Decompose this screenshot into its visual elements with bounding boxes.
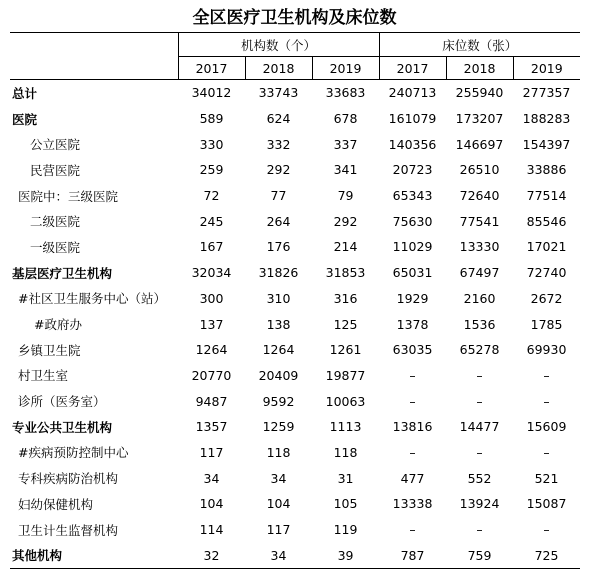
year-header: 2019 xyxy=(513,57,580,80)
row-label: 二级医院 xyxy=(30,214,81,230)
row-label: #疾病预防控制中心 xyxy=(18,445,129,461)
row-label: 卫生计生监督机构 xyxy=(18,522,119,538)
bed-count-cell: – xyxy=(476,444,483,460)
bed-count-cell: 69930 xyxy=(526,342,567,358)
institution-count-cell: 34 xyxy=(270,547,287,563)
institution-count-cell: 31 xyxy=(337,470,354,486)
institution-count-cell: 33743 xyxy=(258,85,299,101)
institution-count-cell: 1357 xyxy=(195,419,228,435)
institution-count-cell: 114 xyxy=(199,522,224,538)
institution-count-cell: 79 xyxy=(337,188,354,204)
institution-count-cell: 118 xyxy=(333,444,358,460)
institution-count-cell: 31826 xyxy=(258,265,299,281)
table-row xyxy=(10,465,580,491)
bed-count-cell: – xyxy=(409,367,416,383)
bed-count-cell: 1378 xyxy=(396,316,429,332)
institution-count-cell: 624 xyxy=(266,111,291,127)
bed-count-cell: 1785 xyxy=(530,316,563,332)
institution-count-cell: 167 xyxy=(199,239,224,255)
bed-count-cell: – xyxy=(409,522,416,538)
institution-count-cell: 104 xyxy=(199,496,224,512)
bed-count-cell: 65343 xyxy=(392,188,433,204)
institution-count-cell: 125 xyxy=(333,316,358,332)
bed-count-cell: 521 xyxy=(534,470,559,486)
bed-count-cell: – xyxy=(476,367,483,383)
bed-count-cell: 2160 xyxy=(463,290,496,306)
row-label: 基层医疗卫生机构 xyxy=(12,265,113,281)
institution-count-cell: 310 xyxy=(266,290,291,306)
bed-count-cell: 173207 xyxy=(455,111,504,127)
institution-count-cell: 137 xyxy=(199,316,224,332)
row-label: 医院中：三级医院 xyxy=(18,188,119,204)
table-row xyxy=(10,517,580,543)
bed-count-cell: 63035 xyxy=(392,342,433,358)
bed-count-cell: – xyxy=(409,444,416,460)
bed-count-cell: 477 xyxy=(400,470,425,486)
table-row xyxy=(10,414,580,440)
institution-count-cell: 19877 xyxy=(325,367,366,383)
institution-count-cell: 300 xyxy=(199,290,224,306)
institution-count-cell: 104 xyxy=(266,496,291,512)
year-header: 2018 xyxy=(446,57,513,80)
bed-count-cell: 77514 xyxy=(526,188,567,204)
bed-count-cell: – xyxy=(476,393,483,409)
institution-count-cell: 245 xyxy=(199,213,224,229)
row-label: 诊所（医务室） xyxy=(18,394,106,410)
table-row xyxy=(10,208,580,234)
bed-count-cell: 13816 xyxy=(392,419,433,435)
table-row xyxy=(10,311,580,337)
institution-count-cell: 176 xyxy=(266,239,291,255)
row-label: 乡镇卫生院 xyxy=(18,342,81,358)
institution-count-cell: 1113 xyxy=(329,419,362,435)
row-label: #社区卫生服务中心（站） xyxy=(18,291,166,307)
institution-count-cell: 332 xyxy=(266,136,291,152)
institution-count-cell: 9487 xyxy=(195,393,228,409)
institution-count-cell: 34 xyxy=(203,470,220,486)
institutions-group-header: 机构数（个） xyxy=(178,33,379,57)
table-row xyxy=(10,234,580,260)
bed-count-cell: 33886 xyxy=(526,162,567,178)
table-row xyxy=(10,183,580,209)
bed-count-cell: 188283 xyxy=(522,111,571,127)
bed-count-cell: – xyxy=(409,393,416,409)
institution-count-cell: 292 xyxy=(266,162,291,178)
institution-count-cell: 32034 xyxy=(191,265,232,281)
year-header: 2017 xyxy=(379,57,446,80)
bed-count-cell: 277357 xyxy=(522,85,571,101)
bed-count-cell: 67497 xyxy=(459,265,500,281)
institution-count-cell: 138 xyxy=(266,316,291,332)
institution-count-cell: 1259 xyxy=(262,419,295,435)
table-row xyxy=(10,260,580,286)
bed-count-cell: 725 xyxy=(534,547,559,563)
row-label: #政府办 xyxy=(34,317,82,333)
table-row xyxy=(10,363,580,389)
bed-count-cell: 15087 xyxy=(526,496,567,512)
row-header-corner xyxy=(10,33,178,80)
institution-count-cell: 678 xyxy=(333,111,358,127)
table-title: 全区医疗卫生机构及床位数 xyxy=(192,8,397,28)
institution-count-cell: 117 xyxy=(266,522,291,538)
institution-count-cell: 34 xyxy=(270,470,287,486)
institution-count-cell: 105 xyxy=(333,496,358,512)
year-header: 2019 xyxy=(312,57,379,80)
beds-group-header: 床位数（张） xyxy=(379,33,580,57)
institution-count-cell: 117 xyxy=(199,444,224,460)
bed-count-cell: 255940 xyxy=(455,85,504,101)
bed-count-cell: 13330 xyxy=(459,239,500,255)
table-row xyxy=(10,491,580,517)
bed-count-cell: 11029 xyxy=(392,239,433,255)
institution-count-cell: 72 xyxy=(203,188,220,204)
bed-count-cell: – xyxy=(476,522,483,538)
bed-count-cell: 1536 xyxy=(463,316,496,332)
bed-count-cell: 85546 xyxy=(526,213,567,229)
institution-count-cell: 259 xyxy=(199,162,224,178)
row-label: 村卫生室 xyxy=(18,368,69,384)
institution-count-cell: 1264 xyxy=(262,342,295,358)
bed-count-cell: 140356 xyxy=(388,136,437,152)
row-label: 总计 xyxy=(12,85,38,101)
bed-count-cell: 161079 xyxy=(388,111,437,127)
row-label: 民营医院 xyxy=(30,162,81,178)
year-header: 2017 xyxy=(178,57,245,80)
institution-count-cell: 341 xyxy=(333,162,358,178)
institution-count-cell: 330 xyxy=(199,136,224,152)
institution-count-cell: 264 xyxy=(266,213,291,229)
table-row xyxy=(10,440,580,466)
table-row xyxy=(10,542,580,568)
bed-count-cell: 65031 xyxy=(392,265,433,281)
bed-count-cell: 13338 xyxy=(392,496,433,512)
table-row xyxy=(10,388,580,414)
bed-count-cell: 72740 xyxy=(526,265,567,281)
bed-count-cell: 13924 xyxy=(459,496,500,512)
table-body xyxy=(10,80,580,569)
bed-count-cell: 14477 xyxy=(459,419,500,435)
institution-count-cell: 118 xyxy=(266,444,291,460)
bed-count-cell: 75630 xyxy=(392,213,433,229)
bed-count-cell: 15609 xyxy=(526,419,567,435)
table-row xyxy=(10,286,580,312)
row-label: 一级医院 xyxy=(30,239,81,255)
institution-count-cell: 20770 xyxy=(191,367,232,383)
row-label: 医院 xyxy=(12,111,38,127)
row-label: 公立医院 xyxy=(30,137,81,153)
table-row xyxy=(10,157,580,183)
table-row xyxy=(10,106,580,132)
bed-count-cell: 1929 xyxy=(396,290,429,306)
bed-count-cell: 17021 xyxy=(526,239,567,255)
institution-count-cell: 292 xyxy=(333,213,358,229)
bed-count-cell: – xyxy=(543,367,550,383)
bed-count-cell: 787 xyxy=(400,547,425,563)
bed-count-cell: 72640 xyxy=(459,188,500,204)
bed-count-cell: 77541 xyxy=(459,213,500,229)
row-label: 妇幼保健机构 xyxy=(18,496,94,512)
table-row xyxy=(10,80,580,106)
institution-count-cell: 1261 xyxy=(329,342,362,358)
institution-count-cell: 9592 xyxy=(262,393,295,409)
institution-count-cell: 20409 xyxy=(258,367,299,383)
bed-count-cell: – xyxy=(543,444,550,460)
bed-count-cell: – xyxy=(543,522,550,538)
institution-count-cell: 31853 xyxy=(325,265,366,281)
bed-count-cell: 759 xyxy=(467,547,492,563)
institution-count-cell: 589 xyxy=(199,111,224,127)
bed-count-cell: 154397 xyxy=(522,136,571,152)
bed-count-cell: 65278 xyxy=(459,342,500,358)
institution-count-cell: 33683 xyxy=(325,85,366,101)
table-row xyxy=(10,337,580,363)
institution-count-cell: 1264 xyxy=(195,342,228,358)
row-label: 其他机构 xyxy=(12,548,63,564)
row-label: 专科疾病防治机构 xyxy=(18,471,119,487)
bed-count-cell: 2672 xyxy=(530,290,563,306)
bed-count-cell: 240713 xyxy=(388,85,437,101)
row-label: 专业公共卫生机构 xyxy=(12,419,113,435)
bed-count-cell: 26510 xyxy=(459,162,500,178)
statistics-table xyxy=(10,32,580,569)
institution-count-cell: 214 xyxy=(333,239,358,255)
bed-count-cell: – xyxy=(543,393,550,409)
institution-count-cell: 34012 xyxy=(191,85,232,101)
bed-count-cell: 552 xyxy=(467,470,492,486)
bed-count-cell: 20723 xyxy=(392,162,433,178)
institution-count-cell: 10063 xyxy=(325,393,366,409)
institution-count-cell: 32 xyxy=(203,547,220,563)
institution-count-cell: 337 xyxy=(333,136,358,152)
table-row xyxy=(10,131,580,157)
institution-count-cell: 119 xyxy=(333,522,358,538)
institution-count-cell: 77 xyxy=(270,188,287,204)
institution-count-cell: 316 xyxy=(333,290,358,306)
institution-count-cell: 39 xyxy=(337,547,354,563)
bed-count-cell: 146697 xyxy=(455,136,504,152)
year-header: 2018 xyxy=(245,57,312,80)
